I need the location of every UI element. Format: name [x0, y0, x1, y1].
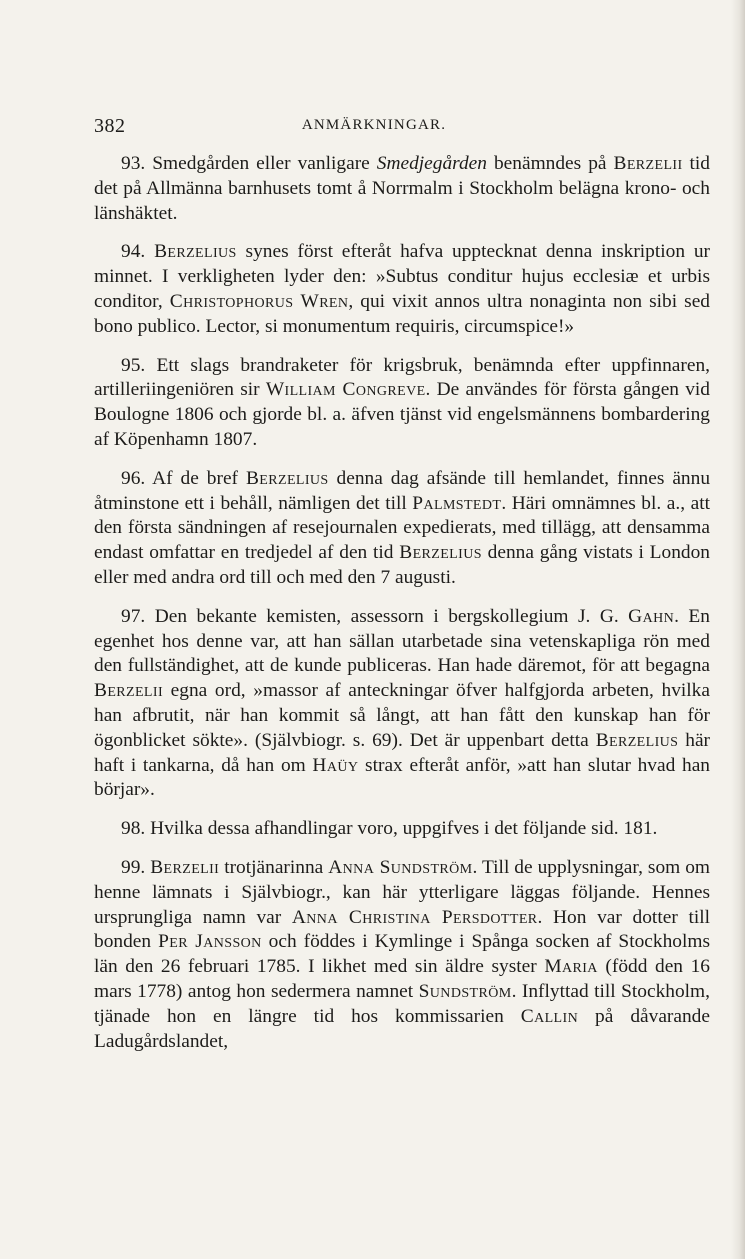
note-text: här haft i tankarna, då han om [94, 729, 711, 776]
note-text: Ett slags brandraketer för krigsbruk, benämnda efter uppfinnaren, artilleriingeniören sir [94, 354, 710, 401]
note-text: och föddes i Kymlinge i Spånga socken af Stockholms län den 26 februari 1785. I likhet med sin äldre syster [94, 931, 711, 978]
note-96 [94, 467, 710, 591]
note-name-small-caps: Maria [544, 956, 598, 978]
note-name-small-caps: Palmstedt [412, 492, 502, 514]
note-94 [94, 240, 710, 339]
note-text: . Hon var dotter till bonden [94, 906, 710, 953]
note-number: 95. [121, 354, 157, 376]
note-98 [94, 817, 710, 842]
note-name-small-caps: Gahn [628, 605, 675, 627]
note-name-small-caps: Berzelii [150, 856, 220, 878]
note-name-small-caps: Sundström [418, 980, 512, 1002]
note-name-small-caps: Berzelius [154, 241, 237, 263]
note-number: 94. [121, 241, 155, 263]
note-name-small-caps: Berzelius [399, 542, 482, 564]
note-name-small-caps: Haüy [312, 754, 359, 776]
page-edge-shadow [731, 0, 745, 1259]
note-italic-text: Smedjegården [376, 153, 487, 174]
note-text: egna ord, »massor af anteckningar öfver halfgjorda arbeten, hvilka han afbrutit, när han kommit så långt, att han fått den kunskap han för ögonblicket sökte». (Självbiogr. s. 69). Det är uppenbart detta [94, 680, 710, 751]
note-number: 96. [121, 467, 153, 489]
note-number: 93. [121, 153, 153, 174]
note-name-small-caps: William Congreve [265, 379, 426, 401]
note-text: Af de bref [152, 467, 246, 489]
note-name-small-caps: Anna Christina Persdotter [291, 906, 538, 928]
note-99 [94, 856, 710, 1054]
note-name-small-caps: Berzelius [245, 467, 329, 489]
note-text: , qui vixit annos ultra nonaginta non sibi sed bono publico. Lector, si monumentum requiris, circumspice!» [94, 290, 711, 337]
note-text: strax efteråt anför, »att han slutar hvad han börjar». [94, 754, 710, 801]
note-number: 97. [121, 605, 155, 627]
note-97 [94, 605, 710, 803]
page-number: 382 [94, 115, 126, 137]
notes-list [94, 152, 710, 1068]
note-text: Hvilka dessa afhandlingar voro, uppgifves i det följande sid. 181. [150, 818, 658, 840]
note-text: Den bekante kemisten, assessorn i bergskollegium J. G. [154, 605, 629, 627]
note-text: på dåvarande Ladugårdslandet, [94, 1005, 710, 1052]
note-text: benämndes på [486, 153, 614, 174]
note-text: denna dag afsände till hemlandet, finnes ännu åtminstone ett i behåll, nämligen det till [94, 467, 711, 514]
note-text: . Häri omnämnes bl. a., att den första sändningen af resejournalen expedierats, med tillägg, att densamma endast omfattar en tredjedel af den tid [94, 492, 710, 564]
note-95 [94, 354, 710, 453]
note-number: 99. [121, 856, 151, 878]
note-text: . Inflyttad till Stockholm, tjänade hon en längre tid hos kommissarien [94, 980, 710, 1027]
note-text: (född den 16 mars 1778) antog hon sedermera namnet [94, 956, 710, 1002]
note-name-small-caps: Christophorus Wren [169, 290, 349, 312]
note-name-small-caps: Berzelius [595, 729, 679, 751]
note-text: . En egenhet hos denne var, att han sällan utarbetade sina vetenskapliga rön med den fullständighet, att de kunde publiceras. Han hade däremot, för att begagna [94, 605, 710, 677]
note-text: synes först efteråt hafva upptecknat denna inskription ur minnet. I verkligheten lyder den: »Subtus conditur hujus ecclesiæ et urbis conditor, [94, 241, 710, 312]
note-name-small-caps: Callin [520, 1005, 579, 1027]
note-text: . De användes för första gången vid Boulogne 1806 och gjorde bl. a. äfven tjänst vid engelsmännens bombardering af Köpenhamn 1807. [94, 379, 710, 450]
note-text: tid det på Allmänna barnhusets tomt å Norrmalm i Stockholm belägna krono- och länshäktet. [94, 153, 710, 224]
running-head: ANMÄRKNINGAR. [301, 117, 447, 133]
note-name-small-caps: Berzelii [613, 153, 683, 174]
note-93 [94, 152, 710, 226]
note-name-small-caps: Per Jansson [158, 931, 262, 953]
note-text: . Till de upplysningar, som om henne lämnats i Självbiogr., kan här ytterligare läggas följande. Hennes ursprungliga namn var [94, 856, 710, 928]
note-number: 98. [121, 818, 151, 840]
note-name-small-caps: Berzelii [94, 680, 164, 702]
page-header [94, 115, 654, 141]
note-text: denna gång vistats i London eller med andra ord till och med den 7 augusti. [94, 542, 710, 588]
note-text: Smedgården eller vanligare [152, 153, 377, 174]
note-text: trotjänarinna [219, 856, 329, 878]
note-name-small-caps: Anna Sundström [328, 856, 473, 878]
